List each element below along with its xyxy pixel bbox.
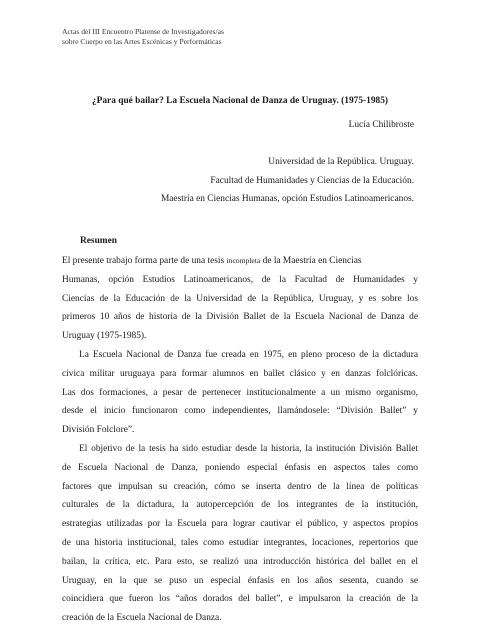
text-run: de la Maestría en Ciencias <box>262 256 362 266</box>
text-line: División Folclore”. <box>62 425 135 436</box>
text-line: primeros 10 años de historia de la División Ballet de la Escuela Nacional de Danza de <box>62 312 418 323</box>
text-line: estrategias utilizadas por la Escuela para lograr cautivar el público, y aspectos propios <box>62 519 418 530</box>
text-line: coincidiera que fueron los “años dorados del ballet”, e impulsaron la creación de la <box>62 594 418 605</box>
text-line <box>62 252 418 271</box>
text-line: bailan, la crítica, etc. Para esto, se realizó una introducción histórica del ballet en el <box>62 556 418 567</box>
running-header <box>62 27 224 46</box>
paper-title: ¿Para qué bailar? La Escuela Nacional de Danza de Uruguay. (1975-1985) <box>91 96 389 106</box>
author-name: Lucía Chilibroste <box>348 120 414 130</box>
author-affiliation <box>161 153 414 209</box>
text-run-small: incompleta <box>226 256 261 265</box>
text-line: factores que impulsan su creación, cómo se inserta dentro de la línea de políticas <box>62 481 418 492</box>
running-header-line-2: sobre Cuerpo en las Artes Escénicas y Performáticas <box>62 36 222 46</box>
text-line: Humanas, opción Estudios Latinoamericanos, de la Facultad de Humanidades y <box>62 274 418 285</box>
text-line: creación de la Escuela Nacional de Danza. <box>62 613 222 624</box>
abstract-body <box>62 252 418 628</box>
text-line: desde el inicio funcionaron como independientes, llamándosele: “División Ballet” y <box>62 406 418 417</box>
abstract-heading: Resumen <box>80 236 117 246</box>
text-line: cívica militar uruguaya para formar alumnos en ballet clásico y en danzas folclóricas. <box>62 368 418 379</box>
text-line: El objetivo de la tesis ha sido estudiar desde la historia, la institución División Ballet <box>79 443 418 454</box>
text-line: Uruguay, en la que se puso un especial énfasis en los años sesenta, cuando se <box>62 575 418 586</box>
affiliation-line: Maestría en Ciencias Humanas, opción Estudios Latinoamericanos. <box>160 194 414 204</box>
running-header-line-1: Actas del III Encuentro Platense de Investigadores/as <box>62 27 224 36</box>
affiliation-line: Facultad de Humanidades y Ciencias de la Educación. <box>210 175 414 186</box>
text-line: de Escuela Nacional de Danza, poniendo especial énfasis en aspectos tales como <box>62 462 418 473</box>
text-line: Ciencias de la Educación de la Universidad de la República, Uruguay, y es sobre los <box>62 293 418 304</box>
text-line: La Escuela Nacional de Danza fue creada en 1975, en pleno proceso de la dictadura <box>79 349 418 360</box>
text-run: El presente trabajo forma parte de una tesis <box>62 256 225 266</box>
affiliation-line: Universidad de la República. Uruguay. <box>268 157 414 167</box>
text-line: Las dos formaciones, a pesar de pertenecer institucionalmente a un mismo organismo, <box>62 387 418 398</box>
text-line: Uruguay (1975-1985). <box>62 331 147 342</box>
text-line: de una historia institucional, tales como estudiar integrantes, locaciones, repertorios que <box>62 537 418 548</box>
text-line: culturales de la dictadura, la autopercepción de los integrantes de la institución, <box>62 500 418 511</box>
